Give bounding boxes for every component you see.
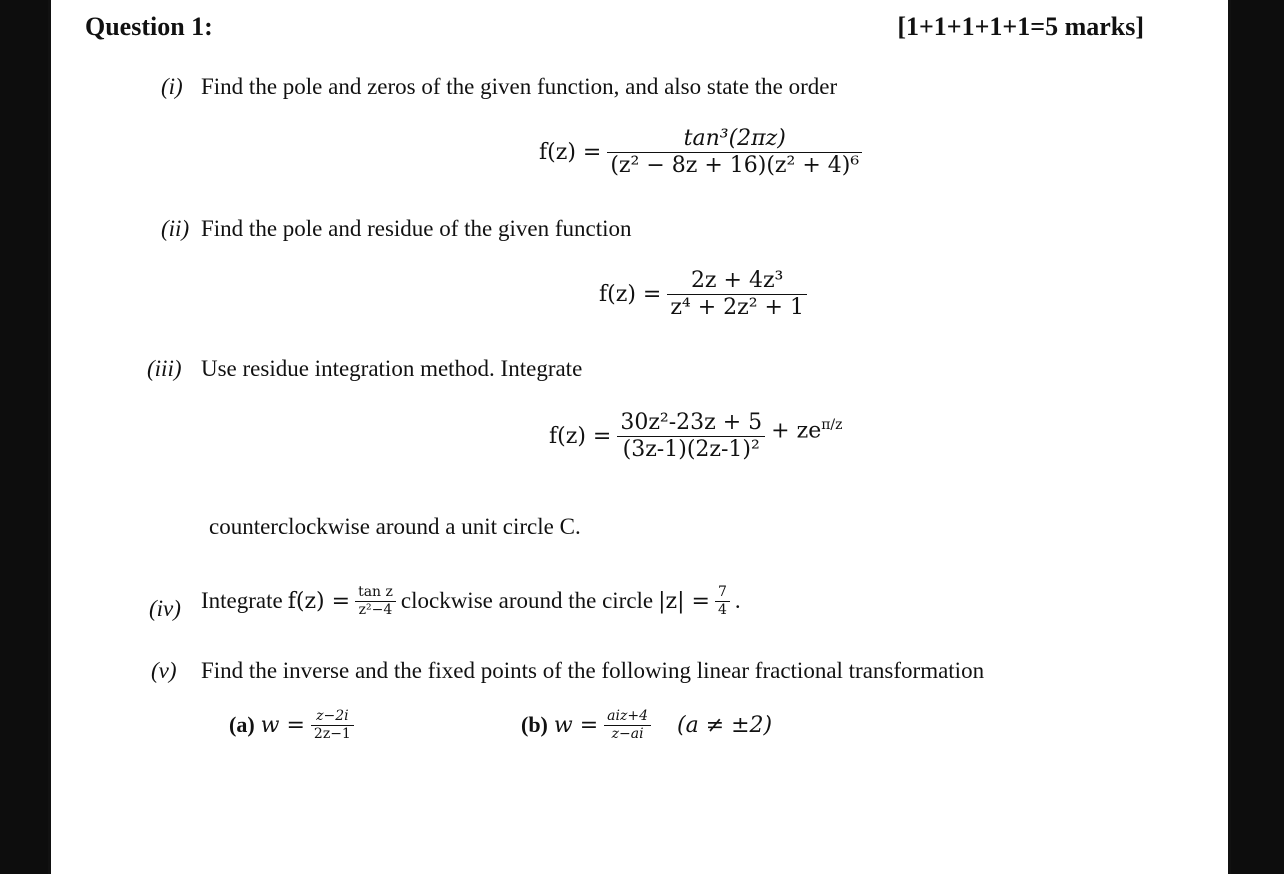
part-v-label: (v)	[151, 658, 177, 683]
part-ii-formula	[599, 268, 807, 322]
numerator: z−2i	[316, 708, 349, 724]
denominator: (3z-1)(2z-1)²	[622, 437, 760, 463]
part-iv-end: .	[734, 588, 741, 614]
part-i-label: (i)	[161, 74, 183, 99]
part-v-text: Find the inverse and the fixed points of the following linear fractional transformation	[201, 658, 985, 683]
part-v-a-label: (a)	[229, 712, 255, 738]
fraction	[667, 268, 807, 322]
numerator: tan z	[358, 584, 393, 600]
denominator: 4	[717, 601, 727, 618]
numerator: 30z²-23z + 5	[620, 410, 763, 435]
numerator: aiz+4	[607, 708, 648, 724]
part-v-b-condition: (a ≠ ±2)	[677, 712, 773, 738]
radius-fraction	[715, 584, 730, 619]
fraction	[355, 584, 396, 619]
denominator: z⁴ + 2z² + 1	[670, 295, 804, 321]
formula-lhs: f(z) =	[599, 282, 662, 308]
part-iv-lhs: f(z) =	[287, 588, 351, 614]
part-iv-pre: Integrate	[201, 588, 283, 614]
marks-label: [1+1+1+1+1=5 marks]	[897, 12, 1144, 41]
tail-text: + ze	[771, 418, 822, 444]
fraction	[607, 126, 862, 180]
part-iv-mid: clockwise around the circle	[400, 588, 654, 614]
part-v-b-label: (b)	[521, 712, 548, 738]
question-title: Question 1:	[85, 12, 213, 41]
numerator: 2z + 4z³	[690, 268, 784, 293]
formula-tail	[771, 417, 842, 443]
part-iv-label: (iv)	[149, 596, 181, 621]
part-v-a-lhs: w =	[260, 712, 305, 738]
part-iii-formula	[549, 410, 843, 464]
part-v-b	[521, 708, 772, 743]
part-iii-after: counterclockwise around a unit circle C.	[209, 514, 581, 539]
formula-lhs: f(z) =	[549, 424, 612, 450]
numerator: 7	[717, 584, 727, 600]
fraction	[617, 410, 765, 464]
part-ii-text: Find the pole and residue of the given function	[201, 216, 632, 241]
part-i-formula	[539, 126, 862, 180]
formula-lhs: f(z) =	[539, 140, 602, 166]
part-iv-text	[201, 584, 741, 619]
part-iii-text: Use residue integration method. Integrate	[201, 356, 583, 381]
fraction	[604, 708, 651, 743]
part-i-text: Find the pole and zeros of the given function, and also state the order	[201, 74, 838, 99]
denominator: z−ai	[611, 725, 644, 742]
tail-exponent: π/z	[821, 416, 843, 433]
denominator: z²−4	[358, 601, 393, 618]
numerator: tan³(2πz)	[683, 126, 786, 151]
part-iii-label: (iii)	[147, 356, 182, 381]
denominator: (z² − 8z + 16)(z² + 4)⁶	[610, 153, 860, 179]
part-iv-abs: |z| =	[658, 588, 710, 614]
part-ii-label: (ii)	[161, 216, 190, 241]
part-v-a	[229, 708, 354, 743]
denominator: 2z−1	[313, 725, 351, 742]
part-v-b-lhs: w =	[553, 712, 599, 738]
fraction	[311, 708, 354, 743]
document-page	[48, 0, 1231, 874]
